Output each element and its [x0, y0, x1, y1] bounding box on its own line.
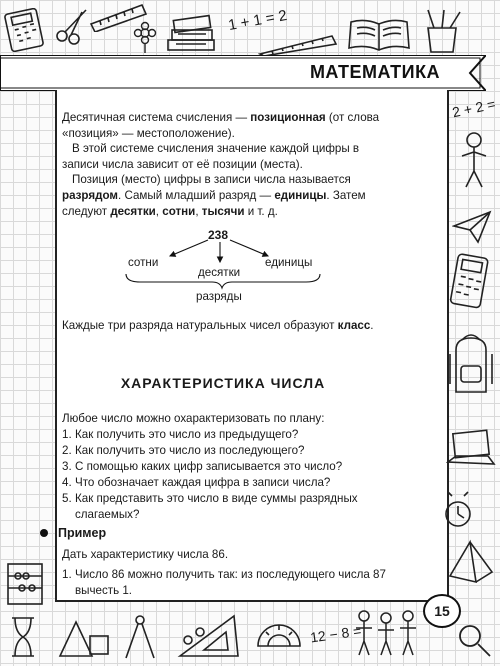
- plan-item: 3. С помощью каких цифр записывается это число?: [62, 460, 343, 473]
- term-units: единицы: [274, 189, 327, 202]
- flower-doodle-icon: [128, 20, 162, 54]
- compass-doodle-icon: [120, 612, 160, 662]
- place-value-diagram: [120, 226, 330, 312]
- plan-item: 1. Как получить это число из предыдущего?: [62, 428, 299, 441]
- plan-item: 4. Что обозначает каждая цифра в записи числа?: [62, 476, 331, 489]
- bullet-icon: [40, 529, 48, 537]
- bottom-equation: 12 − 8 =: [309, 622, 363, 646]
- hourglass-doodle-icon: [8, 614, 38, 660]
- example-task: Дать характеристику числа 86.: [62, 548, 229, 561]
- calculator-doodle-icon: [448, 252, 492, 312]
- shapes-doodle-icon: [54, 614, 114, 662]
- term-class: класс: [337, 319, 371, 332]
- plan-item: 5. Как представить это число в виде суммы разрядных слагаемых?: [62, 492, 358, 521]
- intro-paragraph-2: В этой системе счисления значение каждой цифры в записи числа зависит от её позиции (места).: [62, 142, 360, 171]
- intro-paragraph-3: Позиция (место) цифры в записи числа называется разрядом. Самый младший разряд — единицы. Затем следуют десятки, сотни, тысячи и т. д.: [62, 173, 366, 218]
- plan-list: [62, 427, 402, 523]
- scissors-doodle-icon: [52, 6, 92, 46]
- diagram-label-tens: десятки: [198, 266, 241, 279]
- term-thousands: тысячи: [201, 205, 245, 218]
- plan-item: 2. Как получить это число из последующего?: [62, 444, 305, 457]
- top-equation: 1 + 1 = 2: [226, 6, 289, 35]
- page-title: МАТЕМАТИКА: [309, 62, 441, 82]
- diagram-brace-label: разряды: [196, 290, 242, 303]
- clock-doodle-icon: [442, 488, 474, 532]
- term-tens: десятки: [110, 205, 156, 218]
- books-doodle-icon: [164, 8, 220, 56]
- open-book-doodle-icon: [345, 14, 413, 54]
- paper-plane-doodle-icon: [452, 208, 492, 244]
- page-number: 15: [423, 594, 461, 628]
- classes-sentence: Каждые три разряда натуральных чисел образуют класс.: [62, 319, 374, 332]
- diagram-label-hundreds: сотни: [128, 256, 159, 269]
- example-heading: Пример: [40, 526, 106, 540]
- section-title: ХАРАКТЕРИСТИКА ЧИСЛА: [120, 375, 326, 391]
- example-step: 1. Число 86 можно получить так: из последующего числа 87 вычесть 1.: [62, 568, 386, 597]
- set-square-doodle-icon: [174, 610, 244, 662]
- magnifier-doodle-icon: [454, 620, 494, 660]
- diagram-label-ones: единицы: [265, 256, 313, 269]
- abacus-doodle-icon: [4, 560, 48, 610]
- right-equation: 2 + 2 =: [450, 95, 497, 121]
- term-positional: позиционная: [250, 111, 326, 124]
- calculator-doodle-icon: [4, 8, 48, 52]
- laptop-doodle-icon: [446, 428, 496, 472]
- backpack-doodle-icon: [446, 330, 496, 400]
- protractor-doodle-icon: [254, 612, 304, 652]
- diagram-number: 238: [208, 228, 229, 242]
- section-intro: Любое число можно охарактеризовать по плану:: [62, 412, 325, 425]
- pencil-cup-doodle-icon: [418, 6, 468, 56]
- intro-paragraph-1: Десятичная система счисления — позиционная (от слова «позиция» — местоположение).: [62, 111, 380, 140]
- pyramid-doodle-icon: [446, 538, 496, 586]
- term-digit-place: разрядом: [62, 189, 118, 202]
- kids-doodle-icon: [352, 606, 422, 666]
- stick-figure-doodle-icon: [452, 130, 496, 190]
- term-hundreds: сотни: [162, 205, 196, 218]
